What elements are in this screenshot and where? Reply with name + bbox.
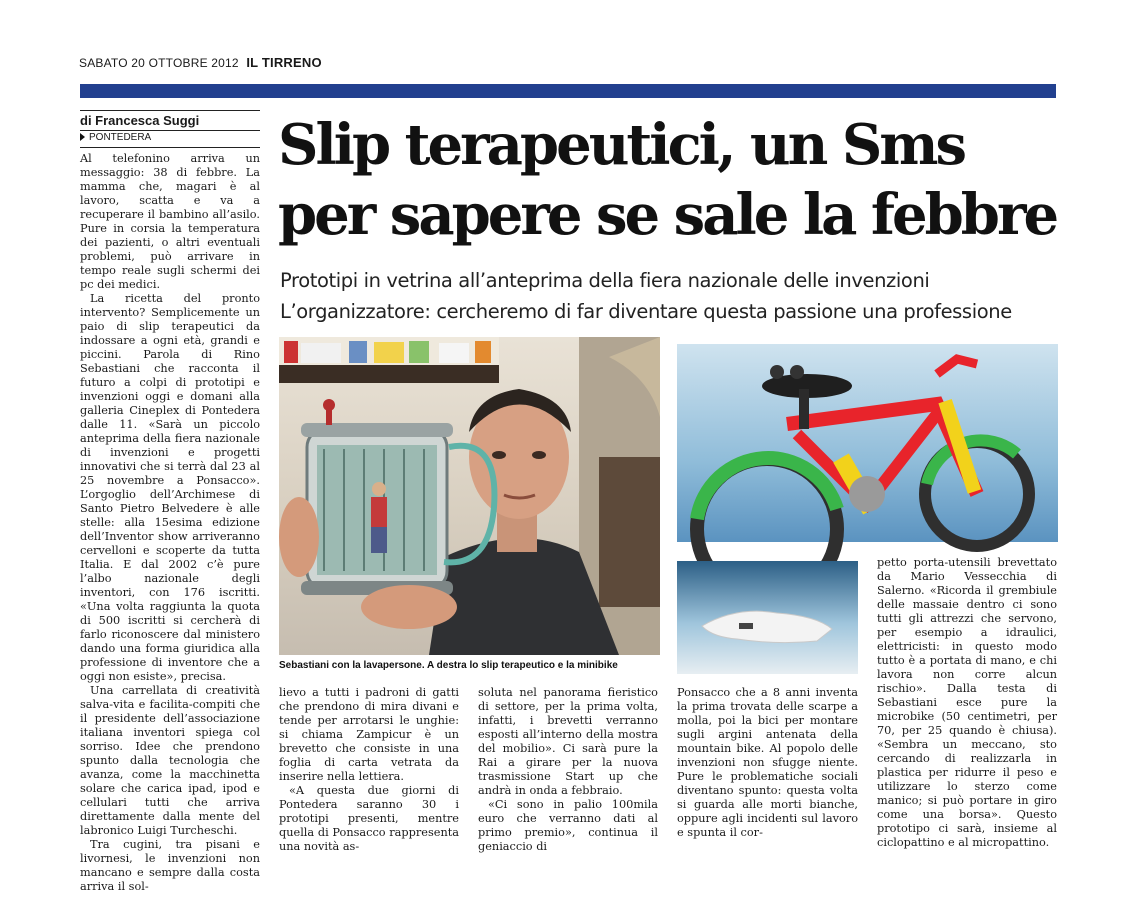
paragraph: Ponsacco che a 8 anni inventa la prima trovata delle scarpe a molla, poi la bici per montare sugli argini antenata della mountain bike. Al popolo delle invenzioni non sfugge niente. Pure le problematiche sociali diventano spunto: questa volta si guarda alle morti bianche, oppure agli incidenti sul lavoro e spunta il cor- xyxy=(677,686,858,839)
headline: Slip terapeutici, un Sms per sapere se sale la febbre xyxy=(278,112,1057,248)
subheadline-2: L’organizzatore: cercheremo di far diventare questa passione una professione xyxy=(280,300,1012,323)
article-column-3 xyxy=(478,686,658,853)
issue-date: SABATO 20 OTTOBRE 2012 xyxy=(79,56,239,70)
article-column-4 xyxy=(677,686,858,839)
photo-sebastiani-lavapersone xyxy=(279,337,660,655)
header-bar xyxy=(80,84,1056,98)
article-column-1 xyxy=(80,152,260,893)
photo-minibike xyxy=(677,344,1058,542)
slip-illustration xyxy=(677,561,858,674)
article-column-5 xyxy=(877,556,1057,849)
photo-caption: Sebastiani con la lavapersone. A destra lo slip terapeutico e la minibike xyxy=(279,660,618,671)
byline-rule-bottom xyxy=(80,147,260,148)
paragraph: petto porta-utensili brevettato da Mario Vessecchia di Salerno. «Ricorda il grembiule delle massaie dentro ci sono tutti gli attrezzi che servono, per esempio a idraulici, elettricisti: in questo modo tutto è a portata di mano, e chi lavora non corre alcun rischio». Dalla testa di Sebastiani esce pure la microbike (50 centimetri, per 70, per 25 quando è chiusa). «Sembra un meccano, sto cercando di realizzarla in plastica per ridurre il peso e utilizzare lo sterzo come manico; si può portare in giro come una borsa». Questo prototipo ci sarà, insieme al ciclopattino e al micropattino. xyxy=(877,556,1057,849)
paragraph: Al telefonino arriva un messaggio: 38 di febbre. La mamma che, magari è al lavoro, scatta e va a recuperare il bambino all’asilo. Pure in corsia la temperatura dei pazienti, o altri eventuali problemi, può arrivare in tempo reale sugli schermi dei pc dei medici. xyxy=(80,152,260,291)
dateline-text: PONTEDERA xyxy=(89,132,152,143)
masthead xyxy=(79,55,322,70)
paragraph: lievo a tutti i padroni di gatti che prendono di mira divani e tende per arrotarsi le unghie: si chiama Zampicur è un brevetto che consiste in una foglia di carta vetrata da inserire nella lettiera. xyxy=(279,686,459,783)
photo-illustration xyxy=(279,337,660,655)
paragraph: «Ci sono in palio 100mila euro che verranno dati al primo premio», continua il geniaccio di xyxy=(478,798,658,853)
byline-rule-top xyxy=(80,110,260,111)
paragraph: «A questa due giorni di Pontedera saranno 30 i prototipi presenti, mentre quella di Ponsacco rappresenta una novità as- xyxy=(279,784,459,853)
dateline xyxy=(80,132,151,143)
paragraph: La ricetta del pronto intervento? Semplicemente un paio di slip terapeutici da indossare a ogni età, grandi e piccini. Parola di Rino Sebastiani che racconta il futuro a colpi di prototipi e invenzioni oggi e domani alla galleria Cineplex di Pontedera dalle 11. «Sarà un piccolo anteprima della fiera nazionale di invenzioni e progetti innovativi che si terrà dal 23 al 25 novembre a Ponsacco». L’orgoglio dell’Archimese di Santo Pietro Belvedere è alle stelle: alla 15esima edizione dell’Inventor show arriveranno cervelloni e scoperte da tutta Italia. E dal 2002 c’è pure l’albo nazionale degli inventori, con 176 iscritti. «Una volta raggiunta la quota di 500 iscritti si cercherà di farlo riconoscere dal ministero dando una forma giuridica alla professione di inventore che a oggi non esiste», precisa. xyxy=(80,292,260,683)
byline-rule-mid xyxy=(80,130,260,131)
author: di Francesca Suggi xyxy=(80,113,200,128)
photo-slip-terapeutico xyxy=(677,561,858,674)
paragraph: Tra cugini, tra pisani e livornesi, le invenzioni non mancano e sempre dalla costa arriva il sol- xyxy=(80,838,260,893)
subheadline-1: Prototipi in vetrina all’anteprima della fiera nazionale delle invenzioni xyxy=(280,269,930,292)
article-column-2 xyxy=(279,686,459,853)
newspaper-name: IL TIRRENO xyxy=(246,55,322,70)
paragraph: Una carrellata di creatività salva-vita e facilita-compiti che il presidente dell’associazione italiana inventori spiega col sorriso. Idee che prendono spunto dalla tecnologia che avanza, come la macchinetta solare che carica ipad, ipod e cellulari tutti che arriva direttamente dalla mente del labronico Luigi Turcheschi. xyxy=(80,684,260,837)
minibike-illustration xyxy=(677,344,1058,542)
dateline-marker-icon xyxy=(80,133,85,141)
paragraph: soluta nel panorama fieristico di settore, per la prima volta, infatti, i brevetti verranno esposti all’interno della mostra del mobilio». Ci sarà pure la Rai a girare per la nuova trasmissione Start up che andrà in onda a febbraio. xyxy=(478,686,658,797)
